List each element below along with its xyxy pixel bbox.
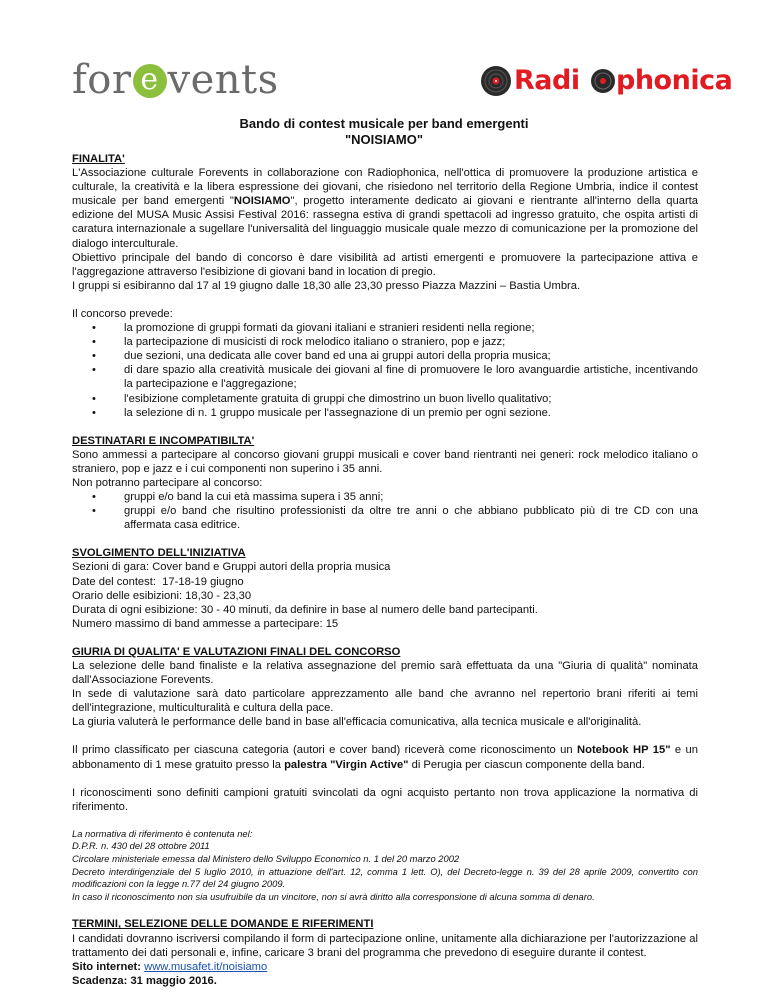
title-line-1: Bando di contest musicale per band emergenti xyxy=(239,116,529,131)
normativa-line: Circolare ministeriale emessa dal Ministero dello Sviluppo Economico n. 1 del 20 marzo 2002 xyxy=(72,853,460,865)
prize-notebook: Notebook HP 15" xyxy=(577,744,671,757)
giuria-paragraph-1: La selezione delle band finaliste e la relativa assegnazione del premio sarà effettuata da una "Giuria di qualità" nominata dall'Associazione Forevents. xyxy=(72,660,698,687)
title-line-2: "NOISIAMO" xyxy=(344,132,424,147)
forevents-logo: for e vents xyxy=(72,57,279,103)
noisiamo-bold: NOISIAMO xyxy=(233,195,291,208)
section-finalita xyxy=(72,152,698,293)
radiophonica-text-b: phonica xyxy=(616,65,733,96)
radiophonica-text-a: Radi xyxy=(514,65,580,96)
heading-termini: TERMINI, SELEZIONE DELLE DOMANDE E RIFERIMENTI xyxy=(72,918,374,931)
svolgimento-line: Durata di ogni esibizione: 30 - 40 minuti, da definire in base al numero delle band partecipanti. xyxy=(72,603,538,616)
concorso-intro: Il concorso prevede: xyxy=(72,307,173,320)
list-item: • gruppi e/o band che risultino professionisti da oltre tre anni o che abbiano pubblicato più di tre CD con una affermata casa editrice. xyxy=(92,504,698,532)
normativa-line: D.P.R. n. 430 del 28 ottobre 2011 xyxy=(72,840,210,852)
list-item: • gruppi e/o band la cui età massima supera i 35 anni; xyxy=(92,490,698,504)
svolgimento-line: Numero massimo di band ammesse a partecipare: 15 xyxy=(72,617,339,630)
list-item: • l'esibizione completamente gratuita di gruppi che dimostrino un buon livello qualitativo; xyxy=(92,392,698,406)
document-title xyxy=(0,116,768,148)
destinatari-paragraph-2: Non potranno partecipare al concorso: xyxy=(72,476,263,489)
website-line: Sito internet: www.musafet.it/noisiamo xyxy=(72,960,268,973)
heading-giuria: GIURIA DI QUALITA' E VALUTAZIONI FINALI DEL CONCORSO xyxy=(72,645,401,658)
list-item: • la partecipazione di musicisti di rock melodico italiano o straniero, pop e jazz; xyxy=(92,335,698,349)
destinatari-paragraph-1: Sono ammessi a partecipare al concorso giovani gruppi musicali e cover band rientranti nei generi: rock melodico italiano o straniero, pop e jazz e i cui componenti non superino i 35 anni. xyxy=(72,448,698,475)
list-item: • due sezioni, una dedicata alle cover band ed una ai gruppi autori della propria musica; xyxy=(92,349,698,363)
section-destinatari xyxy=(72,434,698,533)
section-giuria xyxy=(72,645,698,730)
finalita-paragraph-3: I gruppi si esibiranno dal 17 al 19 giugno dalle 18,30 alle 23,30 presso Piazza Mazzini – Bastia Umbra. xyxy=(72,279,581,292)
finalita-paragraph-2: Obiettivo principale del bando di concorso è dare visibilità ad artisti emergenti e promuovere la partecipazione attiva e l'aggregazione attraverso l'esibizione di giovani band in location di pregio. xyxy=(72,251,698,278)
svolgimento-line: Date del contest: 17-18-19 giugno xyxy=(72,575,244,588)
giuria-paragraph-2: In sede di valutazione sarà dato particolare apprezzamento alle band che avranno nel repertorio brani riferiti ai temi dell'integrazione, multiculturalità e cultura della pace. xyxy=(72,688,698,715)
section-premio xyxy=(72,743,698,813)
section-normativa xyxy=(72,828,698,904)
list-item: • la selezione di n. 1 gruppo musicale per l'assegnazione di un premio per ogni sezione. xyxy=(92,406,698,420)
section-svolgimento xyxy=(72,546,698,631)
premio-paragraph-2: I riconoscimenti sono definiti campioni gratuiti svincolati da ogni acquisto pertanto non trova applicazione la normativa di riferimento. xyxy=(72,786,698,813)
termini-paragraph: I candidati dovranno iscriversi compilando il form di partecipazione online, unitamente alla dichiarazione per l'autorizzazione al trattamento dei dati personali e, infine, caricare 3 brani del programma che prevedono di eseguire durante il contest. xyxy=(72,932,698,959)
svolgimento-line: Orario delle esibizioni: 18,30 - 23,30 xyxy=(72,589,252,602)
vinyl-o-icon xyxy=(590,68,616,94)
list-item: • la promozione di gruppi formati da giovani italiani e stranieri residenti nella regione; xyxy=(92,321,698,335)
section-termini xyxy=(72,917,698,987)
destinatari-list xyxy=(72,490,698,532)
deadline: Scadenza: 31 maggio 2016. xyxy=(72,974,217,987)
radiophonica-logo xyxy=(478,62,733,100)
section-concorso xyxy=(72,307,698,420)
list-item: • di dare spazio alla creatività musicale dei giovani al fine di promuovere le loro avanguardie artistiche, incentivando la partecipazione e l'aggregazione; xyxy=(92,363,698,391)
website-link[interactable]: www.musafet.it/noisiamo xyxy=(144,960,268,973)
concorso-list xyxy=(72,321,698,420)
svolgimento-line: Sezioni di gara: Cover band e Gruppi autori della propria musica xyxy=(72,561,391,574)
vinyl-record-icon xyxy=(480,65,512,97)
document-body xyxy=(72,152,698,988)
prize-gym: palestra "Virgin Active" xyxy=(284,758,409,771)
normativa-line: La normativa di riferimento è contenuta nel: xyxy=(72,827,253,839)
forevents-e-mark: e xyxy=(133,64,167,98)
normativa-line: Decreto interdirigenziale del 5 luglio 2010, in attuazione dell'art. 12, comma 1 lett. O), del Decreto-legge n. 39 del 28 aprile 2009, convertito con modificazioni con la legge n.77 del 24 giugno 2009. xyxy=(72,865,698,890)
premio-paragraph-1: Il primo classificato per ciascuna categoria (autori e cover band) riceverà come riconoscimento un Notebook HP 15" e un abbonamento di 1 mese gratuito presso la palestra "Virgin Active" di Perugia per ciascun componente della band. xyxy=(72,744,698,771)
finalita-paragraph-1: L'Associazione culturale Forevents in collaborazione con Radiophonica, nell'ottica di promuovere la produzione artistica e culturale, la creatività e la libera espressione dei giovani, che risiedono nel territorio della Regione Umbria, indice il contest musicale per band emergenti "NOISIAMO", progetto interamente dedicato ai giovani e rientrante all'interno della quarta edizione del MUSA Music Assisi Festival 2016: rassegna estiva di grandi spettacoli ad ingresso gratuito, che ospita artisti di caratura internazionale a sugellare l'universalità del linguaggio musicale quale mezzo di comunicazione per la promozione del dialogo interculturale. xyxy=(72,167,698,250)
heading-svolgimento: SVOLGIMENTO DELL'INIZIATIVA xyxy=(72,547,246,560)
heading-destinatari: DESTINATARI E INCOMPATIBILTA' xyxy=(72,434,255,447)
normativa-line: In caso il riconoscimento non sia usufruibile da un vincitore, non si avrà diritto alla corresponsione di alcuna somma di denaro. xyxy=(72,890,595,902)
heading-finalita: FINALITA' xyxy=(72,153,125,165)
giuria-paragraph-3: La giuria valuterà le performance delle band in base all'efficacia comunicativa, alla tecnica musicale e all'originalità. xyxy=(72,716,642,729)
